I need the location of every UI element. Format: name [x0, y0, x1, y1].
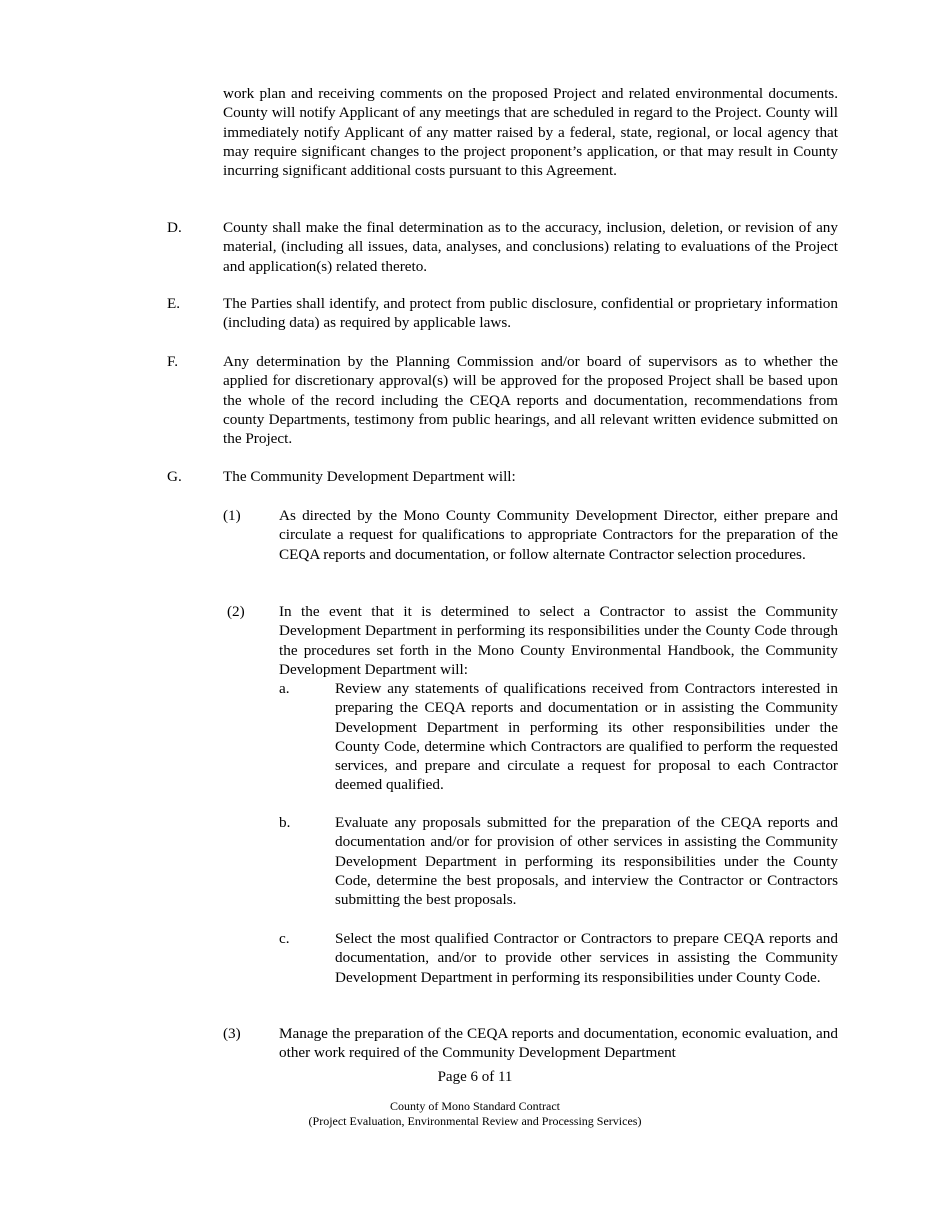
section-text-d: County shall make the final determination as to the accuracy, inclusion, deletion, or revision of any material, (including all issues, data, analyses, and conclusions) relating to evaluations of the Project and application(s) related thereto.: [223, 219, 838, 275]
subitem-text-c: Select the most qualified Contractor or Contractors to prepare CEQA reports and documentation, and/or to provide other services in assisting the Community Development Department in performing its responsibilities under County Code.: [335, 930, 838, 986]
intro-paragraph: work plan and receiving comments on the proposed Project and related environmental documents. County will notify Applicant of any meetings that are scheduled in regard to the Project. County will immediately notify Applicant of any matter raised by a federal, state, regional, or local agency that may require significant changes to the project proponent’s application, or that may result in County incurring significant additional costs pursuant to this Agreement.: [223, 85, 838, 180]
section-label-f: F.: [167, 353, 179, 370]
item-label-3: (3): [223, 1025, 241, 1042]
section-text-g: The Community Development Department will:: [223, 468, 516, 485]
section-label-e: E.: [167, 295, 181, 312]
page-number: Page 6 of 11: [437, 1069, 513, 1085]
item-text-3: Manage the preparation of the CEQA reports and documentation, economic evaluation, and other work required of the Community Development Department: [279, 1025, 838, 1062]
subitem-text-a: Review any statements of qualifications received from Contractors interested in preparing the CEQA reports and documentation or in assisting the Community Development Department in performing its other responsibilities under the County Code, determine which Contractors are qualified to perform the requested services, and prepare and circulate a request for proposal to each Contractor deemed qualified.: [335, 680, 838, 794]
subitem-label-b: b.: [279, 814, 291, 831]
footer-contract-subtitle: (Project Evaluation, Environmental Review and Processing Services): [308, 1114, 642, 1128]
subitem-label-a: a.: [279, 680, 290, 697]
subitem-label-c: c.: [279, 930, 290, 947]
subitem-text-b: Evaluate any proposals submitted for the preparation of the CEQA reports and documentation and/or for provision of other services in assisting the Community Development Department in performing its responsibilities under the County Code, determine the best proposals, and interview the Contractor or Contractors submitting the best proposals.: [335, 814, 838, 909]
footer-contract-title: County of Mono Standard Contract: [390, 1099, 560, 1113]
item-label-1: (1): [223, 507, 241, 524]
item-text-1: As directed by the Mono County Community Development Director, either prepare and circulate a request for qualifications to appropriate Contractors for the preparation of the CEQA reports and documentation, or follow alternate Contractor selection procedures.: [279, 507, 838, 563]
section-text-f: Any determination by the Planning Commission and/or board of supervisors as to whether the applied for discretionary approval(s) will be approved for the proposed Project shall be based upon the whole of the record including the CEQA reports and documentation, recommendations from county Departments, testimony from public hearings, and all relevant written evidence submitted on the Project.: [223, 353, 838, 448]
section-label-d: D.: [167, 219, 182, 236]
item-text-2: In the event that it is determined to select a Contractor to assist the Community Development Department in performing its responsibilities under the County Code through the procedures set forth in the Mono County Environmental Handbook, the Community Development Department will:: [279, 603, 838, 678]
item-label-2: (2): [227, 603, 245, 620]
section-text-e: The Parties shall identify, and protect from public disclosure, confidential or proprietary information (including data) as required by applicable laws.: [223, 295, 838, 332]
section-label-g: G.: [167, 468, 182, 485]
